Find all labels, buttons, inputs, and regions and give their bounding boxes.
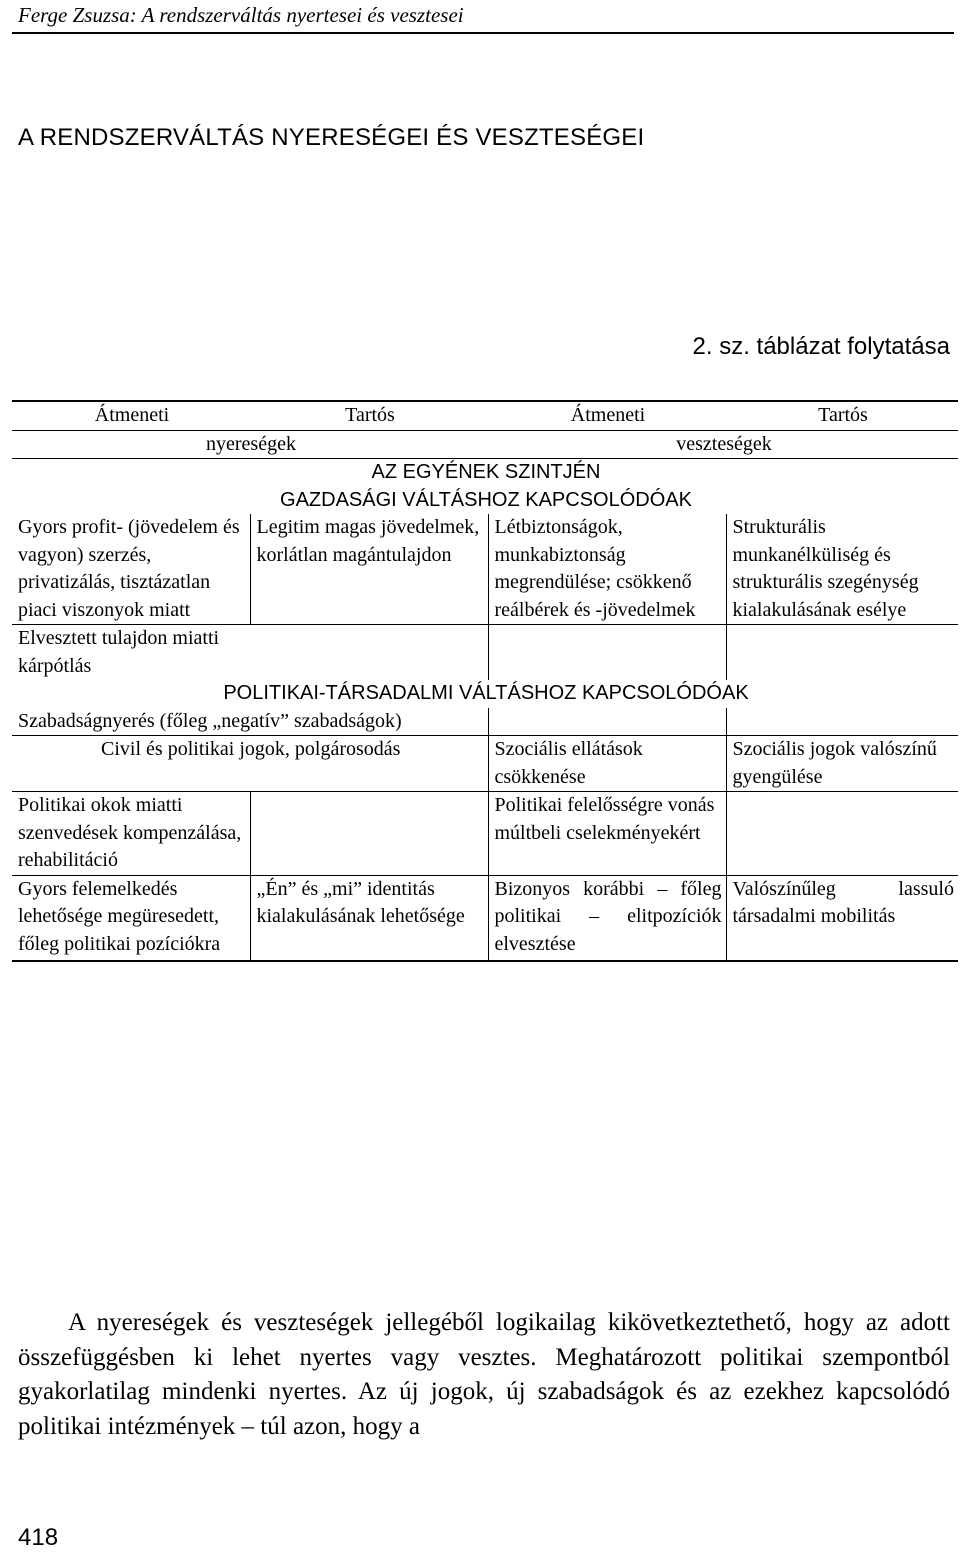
cell-econ-2-temporary-gain: Elvesztett tulajdon miatti kárpótlás [18, 627, 220, 677]
table-row [12, 708, 958, 736]
gains-losses-table [12, 400, 958, 962]
section-heading-row-political [12, 680, 958, 708]
section-heading-economic: GAZDASÁGI VÁLTÁSHOZ KAPCSOLÓDÓAK [280, 488, 692, 511]
column-header-row [12, 401, 958, 430]
table-continuation-label: 2. sz. táblázat folytatása [692, 333, 950, 360]
running-header-text: Ferge Zsuzsa: A rendszerváltás nyertesei és vesztesei [18, 3, 464, 27]
cell-pol-4-temporary-loss: Bizonyos korábbi – főleg politikai – elitpozíciók elvesztése [488, 875, 726, 961]
page-title: A RENDSZERVÁLTÁS NYERESÉGEI ÉS VESZTESÉGEI [18, 124, 645, 151]
table-row [12, 625, 958, 681]
group-header-gains: nyereségek [206, 432, 296, 455]
table-row [12, 514, 958, 625]
section-heading-political: POLITIKAI-TÁRSADALMI VÁLTÁSHOZ KAPCSOLÓDÓAK [223, 682, 749, 704]
cell-pol-1-temporary-loss [488, 708, 726, 736]
group-header-losses: veszteségek [676, 432, 772, 455]
cell-econ-2-lasting-loss [726, 625, 958, 681]
cell-pol-4-lasting-loss: Valószínűleg lassuló társadalmi mobilitás [726, 875, 958, 961]
cell-pol-3-temporary-gain: Politikai okok miatti szenvedések kompenzálása, rehabilitáció [18, 794, 242, 871]
cell-pol-1-lasting-loss [726, 708, 958, 736]
cell-pol-1-gain: Szabadságnyerés (főleg „negatív” szabadságok) [18, 709, 402, 732]
cell-econ-1-lasting-loss: Strukturális munkanélküliség és strukturális szegénység kialakulásának esélye [726, 514, 958, 625]
cell-econ-1-temporary-gain: Gyors profit- (jövedelem és vagyon) szerzés, privatizálás, tisztázatlan piaci viszonyok miatt [18, 516, 240, 621]
running-header [12, 0, 954, 34]
col-header-temporary-loss: Átmeneti [570, 404, 646, 426]
cell-pol-2-temporary-loss: Szociális ellátások csökkenése [488, 736, 726, 792]
page-number: 418 [18, 1524, 59, 1551]
level-heading-row [12, 459, 958, 487]
cell-econ-2-temporary-loss [488, 625, 726, 681]
cell-pol-3-lasting-gain [250, 792, 488, 876]
cell-pol-4-temporary-gain: Gyors felemelkedés lehetősége megüresedett, főleg politikai pozíciókra [18, 877, 221, 955]
level-heading: AZ EGYÉNEK SZINTJÉN [371, 461, 601, 483]
section-heading-row-economic [12, 487, 958, 515]
body-paragraph: A nyereségek és veszteségek jellegéből logikailag kikövetkeztethető, hogy az adott összefüggésben ki lehet nyertes vagy vesztes. Meghatározott politikai szempontból gyakorlatilag mindenki nyertes. Az új jogok, új szabadságok és az ezekhez kapcsolódó politikai intézmények – túl azon, hogy a [18, 1309, 950, 1440]
cell-pol-2-lasting-loss: Szociális jogok valószínű gyengülése [726, 736, 958, 792]
cell-pol-2-gain: Civil és politikai jogok, polgárosodás [101, 738, 401, 760]
cell-econ-1-temporary-loss: Létbiztonságok, munkabiztonság megrendülése; csökkenő reálbérek és -jövedelmek [488, 514, 726, 625]
table-row [12, 736, 958, 792]
table-row [12, 792, 958, 876]
col-header-lasting-loss: Tartós [818, 404, 868, 426]
cell-pol-3-lasting-loss [726, 792, 958, 876]
col-header-temporary-gain: Átmeneti [94, 404, 170, 426]
cell-econ-1-lasting-gain: Legitim magas jövedelmek, korlátlan magántulajdon [250, 514, 488, 625]
cell-econ-2-lasting-gain [250, 625, 488, 681]
col-header-lasting-gain: Tartós [345, 404, 395, 426]
group-header-row [12, 430, 958, 459]
cell-pol-4-lasting-gain: „Én” és „mi” identitás kialakulásának lehetősége [250, 875, 488, 961]
table-row [12, 875, 958, 961]
cell-pol-3-temporary-loss: Politikai felelősségre vonás múltbeli cselekményekért [488, 792, 726, 876]
